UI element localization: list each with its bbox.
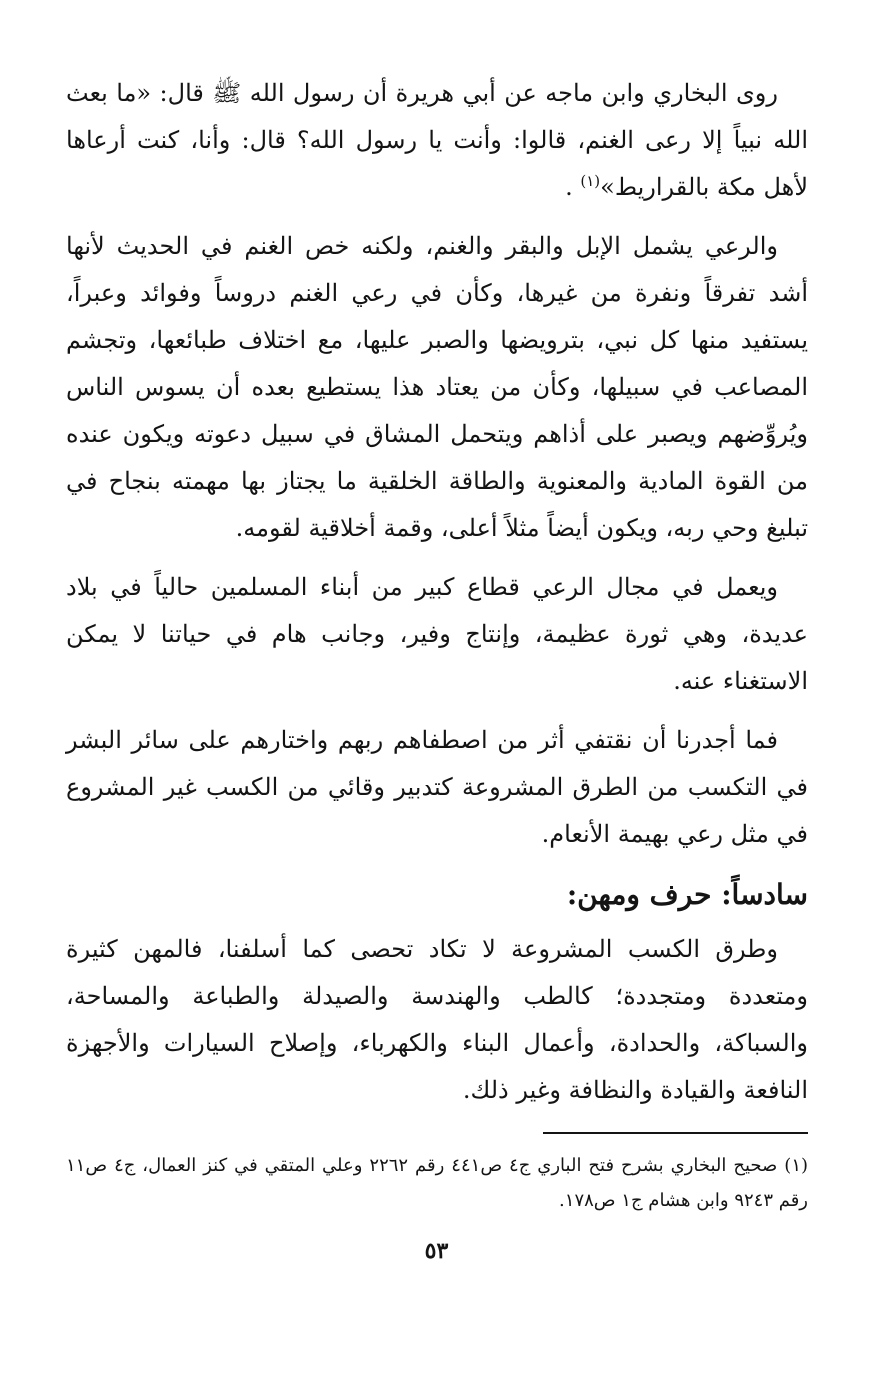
paragraph-grazing: والرعي يشمل الإبل والبقر والغنم، ولكنه خص الغنم في الحديث لأنها أشد تفرقاً ونفرة من غيرها، وكأن في رعي الغنم دروساً وفوائد وعبراً، يستفيد منها كل نبي، بترويضها والصبر عليها، مع اختلاف طبائعها، وتجشم المصاعب في سبيلها، وكأن من يعتاد هذا يستطيع بعده أن يسوس الناس ويُروِّضهم ويصبر على أذاهم ويتحمل المشاق في سبيل دعوته ويكون عنده من القوة المادية والمعنوية والطاقة الخلقية ما يجتاز بها مهمته بنجاح في تبليغ وحي ربه، ويكون أيضاً مثلاً أعلى، وقمة أخلاقية لقومه. [66,232,808,542]
footnote-text: (١) صحيح البخاري بشرح فتح الباري ج٤ ص٤٤١ رقم ٢٢٦٢ وعلي المتقي في كنز العمال، ج٤ ص١١ رقم ٩٢٤٣ وابن هشام ج١ ص١٧٨. [66,1155,809,1211]
paragraph-muslims-grazing: ويعمل في مجال الرعي قطاع كبير من أبناء المسلمين حالياً في بلاد عديدة، وهي ثورة عظيمة، وإنتاج وفير، وجانب هام في حياتنا لا يمكن الاستغناء عنه. [66,573,808,695]
paragraph-hadith [66,70,808,211]
footnote-divider [543,1132,808,1134]
paragraph-hadith-end: . [565,173,573,201]
paragraph-professions: وطرق الكسب المشروعة لا تكاد تحصى كما أسلفنا، فالمهن كثيرة ومتعددة ومتجددة؛ كالطب والهندسة والصيدلة والطباعة والمساحة، والسباكة، والحدادة، وأعمال البناء والكهرباء، وإصلاح السيارات والأجهزة النافعة والقيادة والنظافة وغير ذلك. [66,935,808,1104]
section-heading: سادساً: حرف ومهن: [566,878,808,911]
page-number: ٥٣ [424,1238,449,1264]
paragraph-lawful-earning: فما أجدرنا أن نقتفي أثر من اصطفاهم ربهم واختارهم على سائر البشر في التكسب من الطرق المشروعة كتدبير وقائي من الكسب غير المشروع في مثل رعي بهيمة الأنعام. [66,726,808,848]
document-page [66,70,808,1360]
paragraph-hadith-text: روى البخاري وابن ماجه عن أبي هريرة أن رسول الله ﷺ قال: «ما بعث الله نبياً إلا رعى الغنم، قالوا: وأنت يا رسول الله؟ قال: وأنا، كنت أرعاها لأهل مكة بالقراريط» [66,79,808,201]
footnote-reference[interactable]: (١) [580,172,601,190]
